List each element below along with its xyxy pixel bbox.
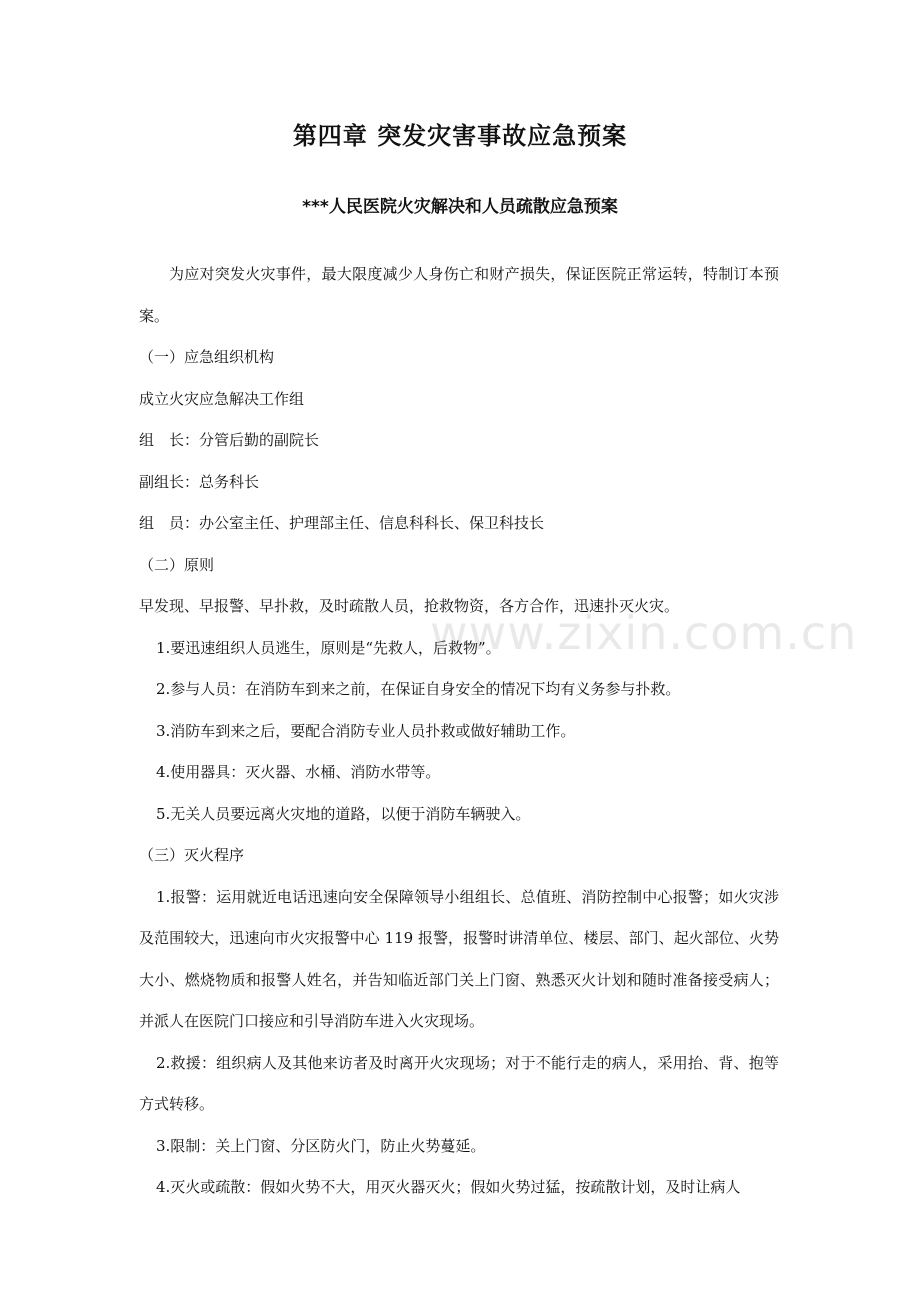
intro-paragraph: 为应对突发火灾事件，最大限度减少人身伤亡和财产损失，保证医院正常运转，特制订本预案。: [139, 265, 779, 325]
document-body: [139, 254, 779, 1209]
list-item: [139, 1167, 779, 1209]
list-item: 1.要迅速组织人员逃生，原则是“先救人，后救物”。: [156, 638, 501, 657]
list-item-text: 1.报警：运用就近电话迅速向安全保障领导小组组长、总值班、消防控制中心报警；如火灾涉及范围较大，迅速向市火灾报警中心 119 报警，报警时讲清单位、楼层、部门、起火部位、火势大小、燃烧物质和报警人姓名，并告知临近部门关上门窗、熟悉灭火计划和随时准备接受病人；并派人在医院门口接应和引导消防车进入火灾现场。: [139, 887, 779, 1030]
body-line: 成立火灾应急解决工作组: [139, 389, 305, 408]
body-line: 组 长：分管后勤的副院长: [139, 431, 320, 449]
section-heading-organization: （一）应急组织机构: [139, 348, 275, 366]
list-item: [139, 877, 779, 1043]
list-item-text: 4.灭火或疏散：假如火势不大，用灭火器灭火；假如火势过猛，按疏散计划，及时让病人: [156, 1178, 741, 1196]
list-item: 2.参与人员：在消防车到来之前，在保证自身安全的情况下均有义务参与扑救。: [156, 680, 681, 698]
list-item-text: 2.救援：组织病人及其他来访者及时离开火灾现场；对于不能行走的病人，采用抬、背、抱等方式转移。: [139, 1053, 779, 1113]
list-item: [139, 1043, 779, 1126]
body-line: 副组长：总务科长: [139, 472, 260, 491]
section-heading-procedure: （三）灭火程序: [139, 846, 245, 864]
page-title: 第四章 突发灾害事故应急预案: [292, 122, 628, 150]
list-item: 3.消防车到来之后，要配合消防专业人员扑救或做好辅助工作。: [156, 721, 576, 740]
page-subtitle: ***人民医院火灾解决和人员疏散应急预案: [302, 197, 618, 217]
watermark: www.zixin.com.cn: [430, 606, 858, 660]
list-item: 3.限制：关上门窗、分区防火门，防止火势蔓延。: [156, 1136, 486, 1155]
list-item: 4.使用器具：灭火器、水桶、消防水带等。: [156, 763, 441, 781]
body-line: 早发现、早报警、早扑救，及时疏散人员，抢救物资，各方合作，迅速扑灭火灾。: [139, 597, 680, 615]
body-line: 组 员：办公室主任、护理部主任、信息科科长、保卫科技长: [139, 514, 545, 532]
section-heading-principles: （二）原则: [139, 555, 215, 574]
list-item: 5.无关人员要远离火灾地的道路，以便于消防车辆驶入。: [156, 804, 531, 823]
